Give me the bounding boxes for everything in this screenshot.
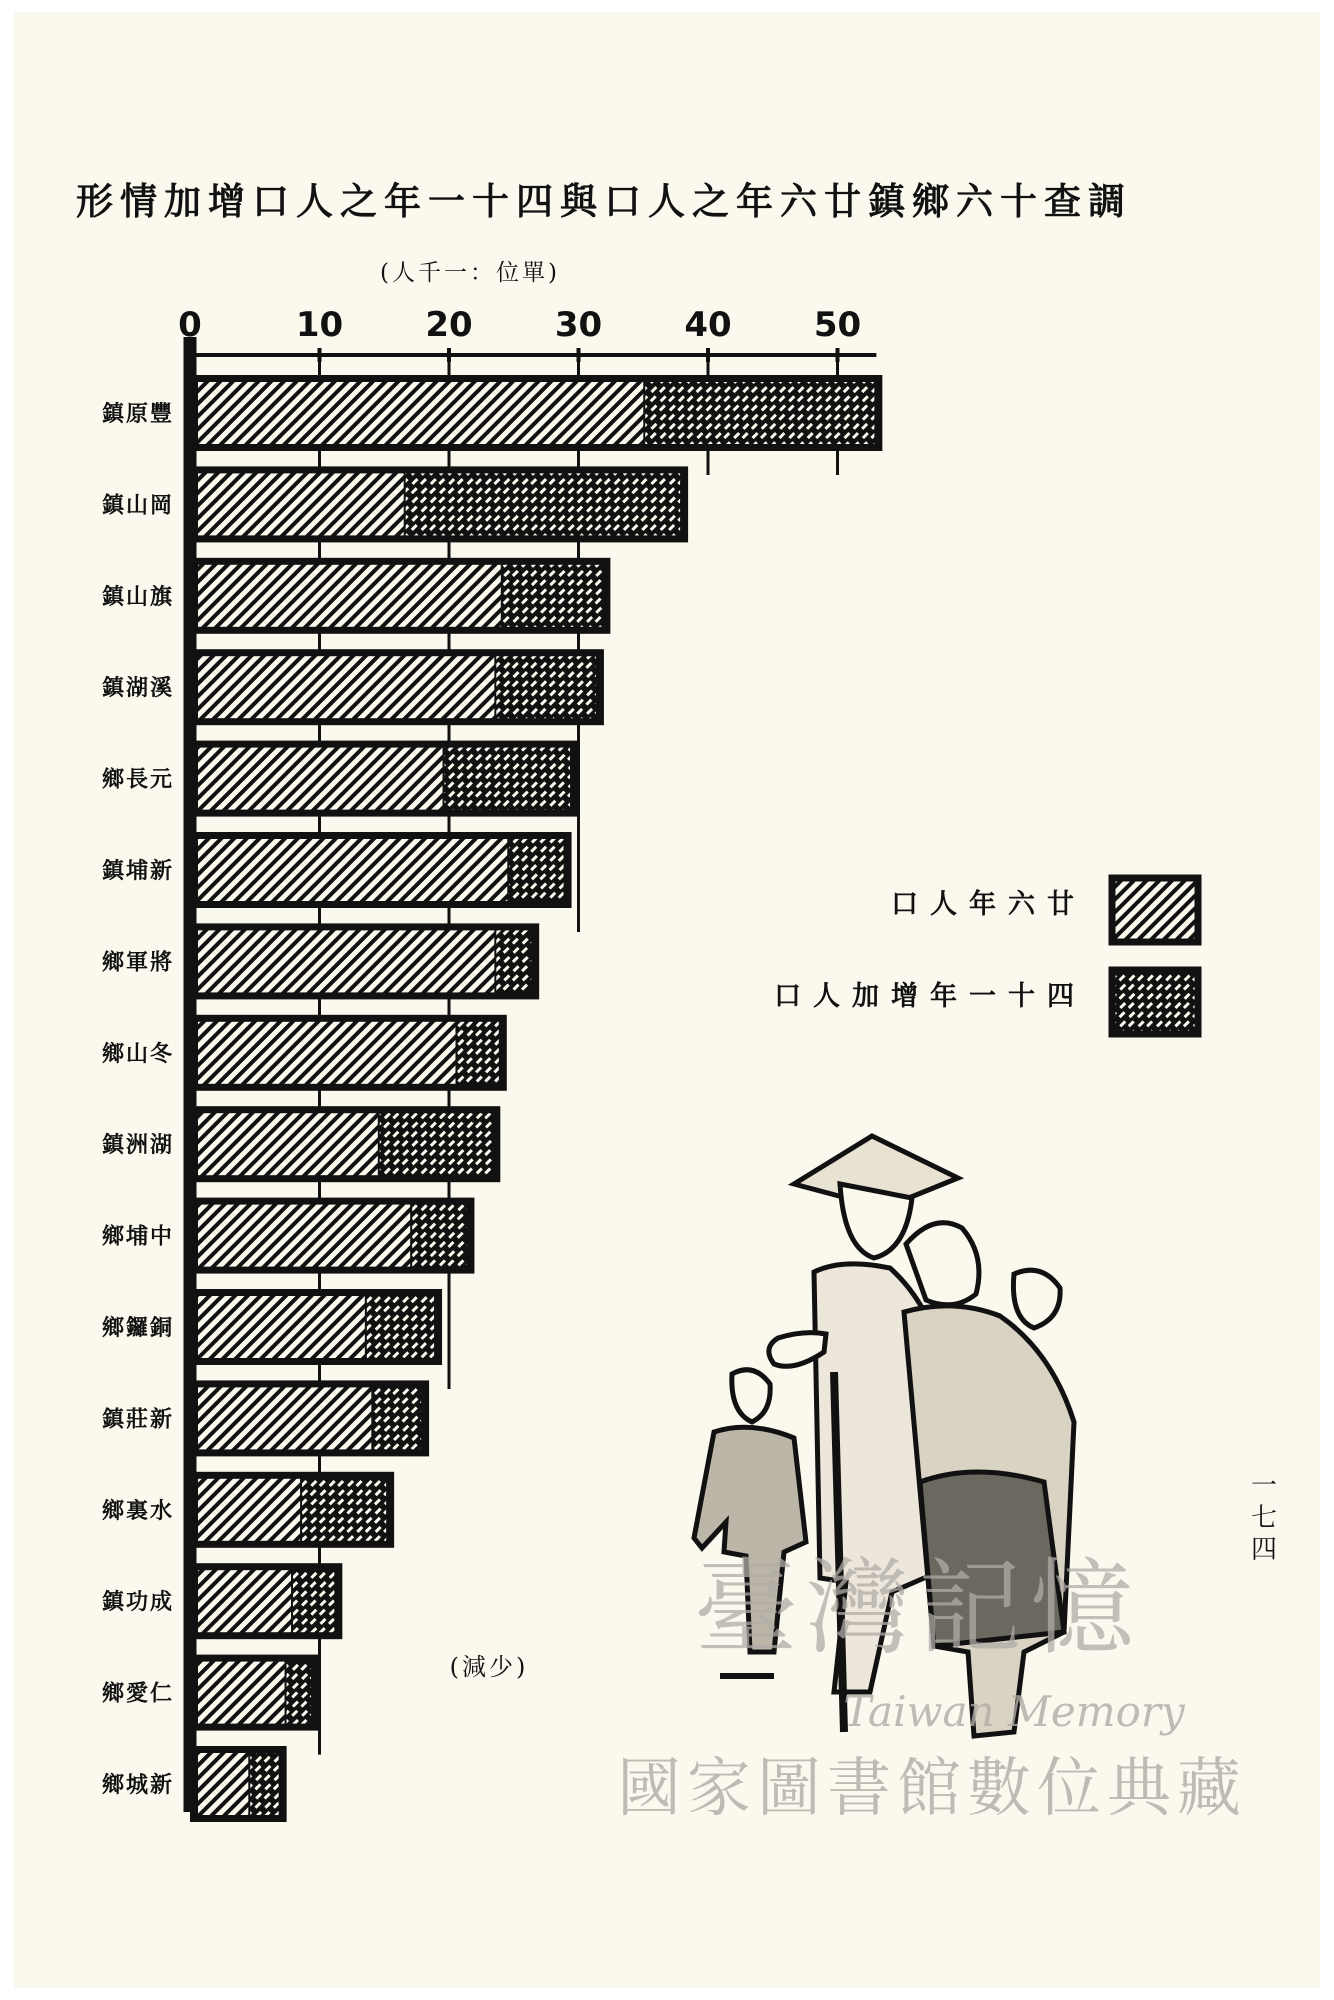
bar-1937-row-13	[198, 1479, 300, 1541]
legend-label-1937-population: 口人年六廿	[891, 889, 1086, 920]
bar-increase-row-5	[445, 748, 571, 810]
category-label-row-7: 鄉軍將	[101, 949, 174, 976]
category-label-row-3: 鎮山旗	[101, 583, 174, 610]
bar-increase-row-7	[496, 930, 531, 992]
bar-group-row-3	[190, 558, 610, 634]
bar-1937-row-16	[198, 1753, 248, 1815]
page-number: 一七四	[1250, 1471, 1278, 1565]
category-label-row-5: 鄉長元	[101, 766, 174, 793]
category-label-row-15: 鄉愛仁	[101, 1680, 174, 1707]
chart-title: 形情加增口人之年一十四與口人之年六廿鎮鄉六十查調	[76, 179, 1132, 223]
category-label-row-4: 鎮湖溪	[101, 675, 174, 702]
bar-increase-row-1	[645, 382, 874, 444]
page	[14, 12, 1320, 1988]
tick-label-40: 40	[684, 305, 732, 345]
bar-group-row-4	[190, 649, 604, 725]
bar-group-row-16	[190, 1746, 287, 1822]
bar-increase-row-15	[287, 1662, 311, 1724]
legend-swatch-1952-increase	[1112, 970, 1198, 1034]
category-label-row-1: 鎮原豐	[101, 401, 174, 427]
watermark-english: Taiwan Memory	[843, 1687, 1185, 1736]
category-label-row-11: 鄉鑼銅	[101, 1315, 174, 1341]
x-axis-ticks	[178, 305, 876, 362]
unit-note: (人千一：位單)	[380, 260, 560, 286]
bar-group-row-11	[190, 1289, 442, 1365]
category-label-row-8: 鄉山冬	[101, 1040, 174, 1067]
category-label-row-6: 鎮埔新	[101, 858, 174, 884]
bar-1937-row-8	[198, 1022, 455, 1084]
bar-increase-row-12	[373, 1387, 421, 1449]
bar-group-row-7	[190, 923, 539, 999]
category-label-row-13: 鄉裏水	[101, 1497, 174, 1524]
bar-increase-row-11	[367, 1296, 434, 1358]
bar-1937-row-5	[198, 748, 443, 810]
bar-group-row-14	[190, 1563, 342, 1639]
watermark	[617, 1547, 1247, 1826]
category-label-row-16: 鄉城新	[101, 1772, 174, 1798]
bar-group-row-12	[190, 1380, 429, 1456]
legend	[774, 878, 1198, 1034]
bar-1937-row-3	[198, 565, 501, 627]
tick-label-20: 20	[425, 305, 473, 345]
bar-increase-row-16	[250, 1753, 278, 1815]
population-chart	[14, 12, 1320, 1988]
category-label-row-10: 鄉埔中	[101, 1223, 174, 1250]
bar-group-row-6	[190, 832, 572, 908]
bar-increase-row-10	[412, 1205, 466, 1267]
tick-label-30: 30	[554, 305, 603, 345]
legend-label-1952-increase: 口人加增年一十四	[774, 981, 1086, 1012]
bar-increase-row-2	[406, 473, 680, 535]
tick-label-0: 0	[178, 305, 202, 345]
bar-group-row-1	[190, 375, 882, 451]
bar-increase-row-14	[293, 1570, 334, 1632]
bar-1937-row-2	[198, 473, 404, 535]
tick-label-10: 10	[295, 305, 344, 345]
watermark-main: 臺灣記憶	[693, 1547, 1143, 1669]
bar-1937-row-10	[198, 1205, 410, 1267]
bar-1937-row-15	[198, 1662, 285, 1724]
category-label-row-2: 鎮山岡	[101, 492, 174, 519]
category-label-row-9: 鎮洲湖	[101, 1132, 174, 1159]
bar-1937-row-4	[198, 656, 494, 718]
category-label-row-12: 鎮莊新	[101, 1406, 174, 1433]
bar-1937-row-6	[198, 839, 507, 901]
watermark-subtitle: 國家圖書館數位典藏	[617, 1752, 1247, 1826]
bar-group-row-10	[190, 1198, 474, 1274]
bar-group-row-2	[190, 466, 688, 542]
bar-1937-row-7	[198, 930, 494, 992]
bar-increase-row-3	[503, 565, 603, 627]
decrease-annotation: (減少)	[449, 1653, 529, 1681]
category-label-row-14: 鎮功成	[101, 1589, 174, 1616]
bar-1937-row-9	[198, 1113, 378, 1175]
tick-label-50: 50	[813, 305, 862, 345]
category-labels	[102, 401, 174, 1798]
bar-group-row-9	[190, 1106, 500, 1182]
bar-increase-row-4	[496, 656, 596, 718]
bar-1937-row-1	[198, 382, 643, 444]
legend-swatch-1937-population	[1112, 878, 1198, 942]
bar-increase-row-6	[509, 839, 563, 901]
bar-1937-row-11	[198, 1296, 365, 1358]
bar-group-row-8	[190, 1015, 507, 1091]
bar-increase-row-9	[380, 1113, 493, 1175]
bar-increase-row-13	[302, 1479, 386, 1541]
bar-group-row-15	[190, 1655, 319, 1731]
bar-group-row-13	[190, 1472, 394, 1548]
bar-1937-row-12	[198, 1387, 371, 1449]
bar-group-row-5	[190, 741, 578, 817]
bar-1937-row-14	[198, 1570, 291, 1632]
bar-increase-row-8	[457, 1022, 498, 1084]
